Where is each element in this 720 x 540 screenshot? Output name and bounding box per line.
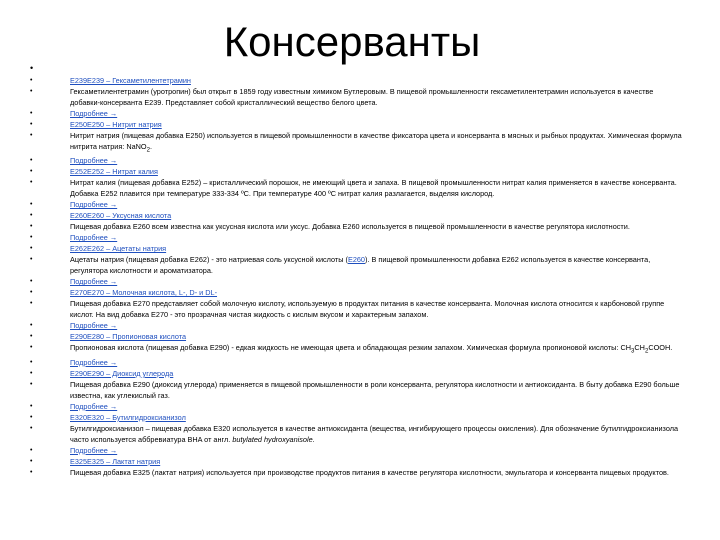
description-text: Пищевая добавка E270 представляет собой молочную кислоту, используемую в продуктах питания в качестве консерванта. Молочная кислота относится к карбоновой группе кислот. На вид добавка E270 - это прозрачная чистая жидкость с кислым вкусом и характерным запахом. [70,299,665,320]
bullet: • [30,300,33,308]
link-line [70,331,682,342]
bullet: • [30,380,33,388]
bullet: • [30,457,33,465]
bullet: • [30,234,33,242]
list-item [30,254,682,276]
link-line [70,243,682,254]
additive-link[interactable]: E250E250 – Нитрит натрия [70,120,162,129]
more-link[interactable]: Подробнее → [70,401,118,411]
list-item [30,199,682,210]
list-item [30,155,682,166]
more-link[interactable]: Подробнее → [70,357,118,367]
link-line [70,75,682,86]
list-item [30,130,682,155]
link-line [70,412,682,423]
description-text: Пищевая добавка E290 (диоксид углерода) применяется в пищевой промышленности в роли консерванта, регулятора кислотности и антиоксиданта. В быту добавка E290 больше известна, как углекислый газ. [70,379,680,400]
link-line [70,199,682,210]
more-link[interactable]: Подробнее → [70,156,118,166]
page-title: Консерванты [223,18,481,65]
list-item [30,166,682,177]
additive-link[interactable]: E290E280 – Пропионовая кислота [70,332,187,342]
list-item [30,445,682,456]
description-text: Нитрат калия (пищевая добавка E252) – кристаллический порошок, не имеющий цвета и запаха. В пищевой промышленности нитрат калия применяется в качестве консерванта. Добавка E252 плавится при температуре 333-334 ºС. При температуре 400 ºС нитрат калия разлагается, выделяя кислород. [70,178,677,199]
link-line [70,357,682,368]
list-item [30,379,682,401]
empty-bullet: • [30,63,34,73]
list-item [30,357,682,368]
bullet: • [30,179,33,187]
link-line [70,368,682,379]
link-line [70,276,682,287]
link-line [70,320,682,331]
bullet: • [30,77,33,84]
bullet: • [30,289,33,297]
description-text: Нитрит натрия (пищевая добавка E250) используется в пищевой промышленности в качестве фиксатора цвета и консерванта в мясных и рыбных продуктах. Химическая формула нитрита натрия: NaNO$_2$. [70,131,682,154]
bullet: • [30,157,33,165]
list-item [30,401,682,412]
more-link[interactable]: Подробнее → [70,445,118,455]
description-text: Пропионовая кислота (пищевая добавка E290) - едкая жидкость не имеющая цвета и обладающая резким запахом. Химическая формула пропионовой кислоты: $CH_3CH_2COOH$. [70,343,673,355]
bullet: • [30,256,33,264]
bullet: • [30,132,33,139]
bullet: • [30,333,33,341]
list-item [30,331,682,342]
bullet: • [30,344,33,352]
list-item [30,210,682,221]
bullet: • [30,413,33,421]
inline-additive-link[interactable]: E260 [347,255,365,265]
additive-link[interactable]: E260E260 – Уксусная кислота [70,211,172,221]
bullet: • [30,424,33,432]
link-line [70,287,682,298]
list-item [30,119,682,130]
description-text: Гексаметилентетрамин (уротропин) был открыт в 1859 году известным химиком Бутлеровым. В пищевой промышленности гексаметилентетрамин используется в качестве добавки-консерванта E239. Представляет собой кристаллический вещество белого цвета. [70,87,654,107]
list-item [30,232,682,243]
list-item [30,342,682,356]
additive-link[interactable]: E325E325 – Лактат натрия [70,456,161,466]
description-text: Пищевая добавка E260 всем известна как уксусная кислота или уксус. Добавка E260 используется в пищевой промышленности в качестве регулятора кислотности. [70,222,630,232]
more-link[interactable]: Подробнее → [70,200,118,210]
bullet: • [30,358,33,366]
additive-link[interactable]: E320E320 – Бутилгидроксианизол [70,412,186,422]
additives-list [30,75,682,478]
list-item [30,86,682,108]
list-item [30,108,682,119]
bullet: • [30,168,33,176]
bullet: • [30,278,33,286]
additive-link[interactable]: E239E239 – Гексаметилентетрамин [70,76,191,85]
bullet: • [30,212,33,220]
bullet: • [30,110,33,117]
bullet: • [30,245,33,253]
link-line [70,210,682,221]
list-item [30,287,682,298]
bullet: • [30,201,33,209]
list-item [30,221,682,232]
link-line [70,108,682,119]
more-link[interactable]: Подробнее → [70,277,118,287]
list-item [30,276,682,287]
list-item [30,75,682,86]
bullet: • [30,322,33,330]
additive-link[interactable]: E262E262 – Ацетаты натрия [70,244,167,254]
additive-link[interactable]: E252E252 – Нитрат калия [70,167,158,177]
additive-link[interactable]: E270E270 – Молочная кислота, L-, D- и DL- [70,288,218,298]
bullet: • [30,468,33,476]
bullet: • [30,121,33,128]
link-line [70,445,682,456]
list-item [30,423,682,445]
bullet: • [30,223,33,231]
additive-link[interactable]: E290E290 – Диоксид углерода [70,368,174,378]
bullet: • [30,369,33,377]
list-item [30,467,682,478]
bullet: • [30,402,33,410]
bullet: • [30,446,33,454]
list-item [30,243,682,254]
description-text: Бутилгидроксианизол – пищевая добавка E320 используется в качестве антиоксиданта (вещества, ингибирующего процессы окисления). Для обозначение бутилгидроксианизола часто используется аббревиатура BHA от англ. butylated hydroxyanisole. [70,423,679,444]
link-line [70,166,682,177]
bullet: • [30,88,33,95]
more-link[interactable]: Подробнее → [70,109,118,118]
link-line [70,401,682,412]
link-line [70,155,682,166]
description-text: Ацетаты натрия (пищевая добавка E262) - это натриевая соль уксусной кислоты (E260). В пищевой промышленности добавка E262 используется в качестве консерванта, регулятора кислотности и ароматизатора. [70,255,651,276]
link-line [70,456,682,467]
description-text: Пищевая добавка E325 (лактат натрия) используется при производстве продуктов питания в качестве регулятора кислотности, эмульгатора и консерванта пищевых продуктов. [70,467,669,477]
list-item [30,368,682,379]
list-item [30,412,682,423]
more-link[interactable]: Подробнее → [70,321,118,331]
list-item [30,456,682,467]
link-line [70,119,682,130]
more-link[interactable]: Подробнее → [70,233,118,243]
list-item [30,177,682,199]
list-item [30,320,682,331]
list-item [30,298,682,320]
link-line [70,232,682,243]
